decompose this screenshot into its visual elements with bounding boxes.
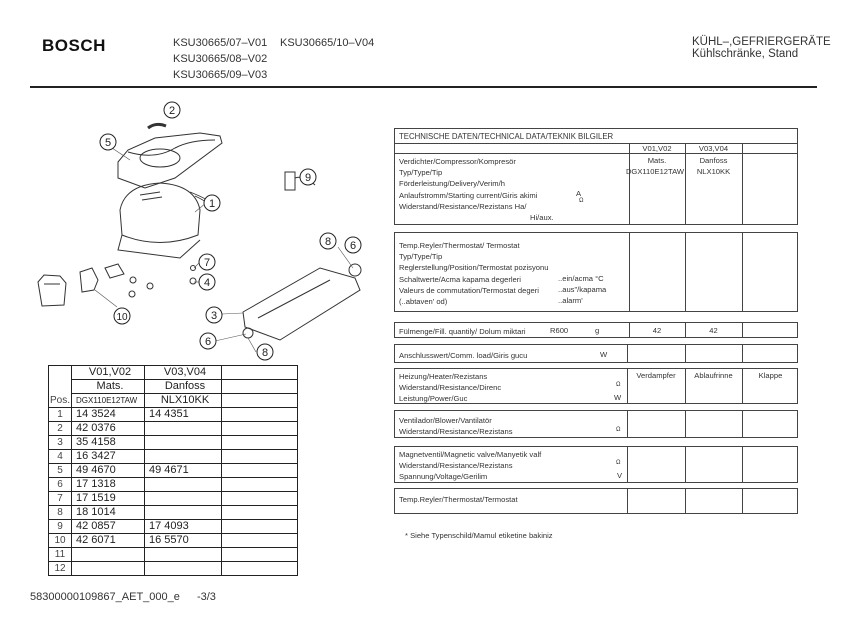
compressor-labels: Verdichter/Compressor/Kompresör Typ/Type/Tip Förderleistung/Delivery/Verim/h Anlaufstromm/Starting current/Giris akimi Widerstand/Resistance/Rezistans Ha/ Hi/aux. (399, 157, 554, 223)
empty-cell (222, 534, 298, 548)
tech-col-v03: V03,V04 (698, 144, 729, 153)
part-number-v03: 16 5570 (145, 534, 222, 548)
part-number-v01 (72, 548, 145, 562)
empty-cell (222, 450, 298, 464)
pos-cell: 1 (49, 408, 72, 422)
parts-row (49, 408, 298, 422)
col1-maker: Mats. (72, 380, 145, 394)
pos-cell: 5 (49, 464, 72, 478)
empty-cell (222, 520, 298, 534)
section-load: Anschlusswert/Comm. load/Giris gucu W (394, 344, 798, 363)
v01-type: DGX110E12TAW (625, 167, 685, 176)
empty-cell (222, 422, 298, 436)
doc-id: 58300000109867_AET_000_e (30, 591, 180, 603)
parts-table (48, 365, 298, 576)
callout-4: 4 (203, 277, 211, 289)
callout-2: 2 (168, 105, 176, 117)
v03-maker: Danfoss (699, 156, 728, 165)
part-number-v01 (72, 562, 145, 576)
part-number-v01: 16 3427 (72, 450, 145, 464)
part-number-v03 (145, 492, 222, 506)
pos-cell: 9 (49, 520, 72, 534)
pos-cell: 11 (49, 548, 72, 562)
compressor-part (118, 183, 214, 258)
unit-ohm: Ω (579, 198, 584, 204)
parts-row (49, 548, 298, 562)
parts-row (49, 436, 298, 450)
empty-cell (222, 436, 298, 450)
part-number-v03 (145, 436, 222, 450)
parts-row (49, 422, 298, 436)
category (692, 36, 831, 60)
empty-cell (222, 464, 298, 478)
empty-cell (222, 492, 298, 506)
callout-5: 5 (104, 137, 112, 149)
col2-variant: V03,V04 (145, 366, 222, 380)
empty-cell (222, 478, 298, 492)
callout-8b: 8 (324, 236, 332, 248)
heater-evaporator: Verdampfer (636, 371, 676, 380)
callout-9: 9 (304, 172, 312, 184)
relay-box-part (38, 275, 66, 306)
callout-1: 1 (208, 198, 216, 210)
unit-ampere: A (576, 189, 582, 198)
part-number-v01: 17 1318 (72, 478, 145, 492)
parts-row (49, 478, 298, 492)
empty-cell (222, 562, 298, 576)
part-number-v03: 49 4671 (145, 464, 222, 478)
model-2: KSU30665/08–V02 (173, 53, 268, 65)
pos-cell: 12 (49, 562, 72, 576)
part-number-v01: 42 0857 (72, 520, 145, 534)
tech-col-v01: V01,V02 (642, 144, 672, 153)
col2-maker: Danfoss (145, 380, 222, 394)
parts-row (49, 534, 298, 548)
tray-part (118, 133, 222, 188)
part-number-v03 (145, 548, 222, 562)
fill-v03: 42 (709, 326, 718, 335)
callout-10: 10 (116, 312, 128, 323)
pos-cell: 2 (49, 422, 72, 436)
section-heater: Heizung/Heater/Rezistans Widerstand/Resistance/Direnc Leistung/Power/Guc Ω W Verdampfer Ablaufrinne Klappe (394, 368, 798, 404)
tech-title: TECHNISCHE DATEN/TECHNICAL DATA/TEKNIK BILGILER (399, 132, 614, 141)
section-thermostat-2: Temp.Reyler/Thermostat/Termostat (394, 488, 798, 514)
col2-type: NLX10KK (145, 394, 222, 408)
model-4: KSU30665/10–V04 (280, 37, 375, 49)
section-compressor (394, 153, 798, 225)
pos-cell: 8 (49, 506, 72, 520)
pos-cell: 7 (49, 492, 72, 506)
part-number-v01: 42 0376 (72, 422, 145, 436)
category-line-1: KÜHL–,GEFRIERGERÄTE (692, 36, 831, 48)
part-number-v01: 18 1014 (72, 506, 145, 520)
part-number-v01: 17 1519 (72, 492, 145, 506)
empty-cell (222, 408, 298, 422)
col1-type: DGX110E12TAW (72, 394, 145, 408)
clip-part (148, 124, 166, 128)
empty-cell (222, 548, 298, 562)
v03-type: NLX10KK (696, 167, 731, 176)
pos-cell: 6 (49, 478, 72, 492)
section-thermostat: Temp.Reyler/Thermostat/ Termostat Typ/Type/Tip Reglerstellung/Position/Termostat pozisyonu Schaltwerte/Acma kapama degerleri Valeurs de commutation/Termostat degeri (..abtaven' od) ..ein/acma °C ..aus"/kapama ..alarm' (394, 232, 798, 312)
pos-header: Pos. (49, 366, 72, 408)
callout-8a: 8 (261, 347, 269, 359)
section-blower: Ventilador/Blower/Vantilatör Widerstand/Resistance/Rezistans Ω (394, 410, 798, 438)
part-number-v03 (145, 562, 222, 576)
pos-cell: 3 (49, 436, 72, 450)
section-valve: Magnetventil/Magnetic valve/Manyetik valf Widerstand/Resistance/Rezistans Spannung/Voltage/Gerilim Ω V (394, 446, 798, 483)
parts-row (49, 520, 298, 534)
parts-row (49, 562, 298, 576)
parts-row (49, 464, 298, 478)
exploded-diagram (0, 0, 380, 365)
empty-cell (222, 506, 298, 520)
v01-maker: Mats. (647, 156, 667, 165)
callout-3: 3 (210, 310, 218, 322)
part-number-v01: 42 6071 (72, 534, 145, 548)
pos-cell: 4 (49, 450, 72, 464)
part-number-v03: 17 4093 (145, 520, 222, 534)
tech-header (394, 128, 798, 154)
page-number: -3/3 (196, 591, 216, 603)
part-number-v03 (145, 450, 222, 464)
part-number-v01: 14 3524 (72, 408, 145, 422)
pos-cell: 10 (49, 534, 72, 548)
callout-6a: 6 (204, 336, 212, 348)
model-3: KSU30665/09–V03 (173, 69, 268, 81)
section-fill: Fülmenge/Fill. quantily/ Dolum miktari R600 g 42 42 (394, 322, 798, 338)
model-1: KSU30665/07–V01 (173, 37, 268, 49)
brand-logo: BOSCH (42, 36, 106, 55)
parts-row (49, 492, 298, 506)
parts-row (49, 506, 298, 520)
callout-7: 7 (203, 257, 211, 269)
parts-row (49, 450, 298, 464)
category-line-2: Kühlschränke, Stand (692, 48, 799, 60)
footer (30, 591, 216, 603)
callout-6b: 6 (349, 240, 357, 252)
base-plate-part (243, 268, 360, 340)
col1-variant: V01,V02 (72, 366, 145, 380)
part-number-v01: 49 4670 (72, 464, 145, 478)
heater-drain: Ablaufrinne (694, 371, 733, 380)
heater-flap: Klappe (758, 371, 783, 380)
part-number-v01: 35 4158 (72, 436, 145, 450)
part-number-v03 (145, 478, 222, 492)
footnote: * Siehe Typenschild/Mamul etiketine bakiniz (405, 531, 553, 540)
fill-v01: 42 (652, 326, 662, 335)
part-number-v03 (145, 422, 222, 436)
part-number-v03: 14 4351 (145, 408, 222, 422)
part-number-v03 (145, 506, 222, 520)
